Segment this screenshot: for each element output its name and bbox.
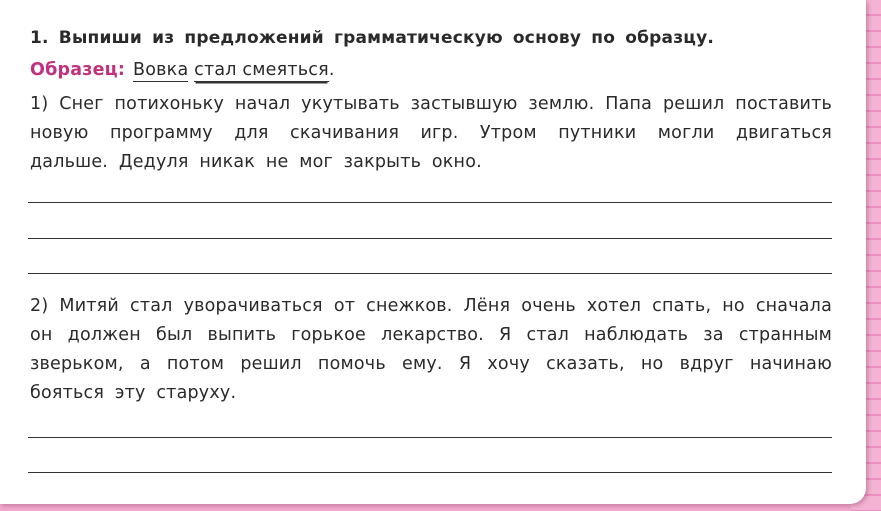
sample-end: . [328,60,335,80]
sample-subject: Вовка [133,60,189,80]
sample-label: Образец: [30,60,126,80]
exercise-paragraph-2: 2) Митяй стал уворачиваться от снежков. Лёня очень хотел спать, но сначала он должен был выпить горькое лекарство. Я стал наблюдать за странным зверьком, а потом решил помочь ему. Я хочу сказать, но вдруг начинаю бояться эту старуху. [30,296,832,403]
sample-line [30,60,832,80]
answer-line[interactable] [28,437,832,438]
sample-predicate: стал смеяться [194,60,329,80]
answer-line[interactable] [28,273,832,274]
exercise-paragraph-1: 1) Снег потихоньку начал укутывать застывшую землю. Папа решил поставить новую программу для скачивания игр. Утром путники могли двигаться дальше. Дедуля никак не мог закрыть окно. [30,94,832,172]
answer-line[interactable] [28,472,832,473]
answer-line[interactable] [28,238,832,239]
answer-line[interactable] [28,202,832,203]
task-title: 1. Выпиши из предложений грамматическую основу по образцу. [30,28,715,48]
